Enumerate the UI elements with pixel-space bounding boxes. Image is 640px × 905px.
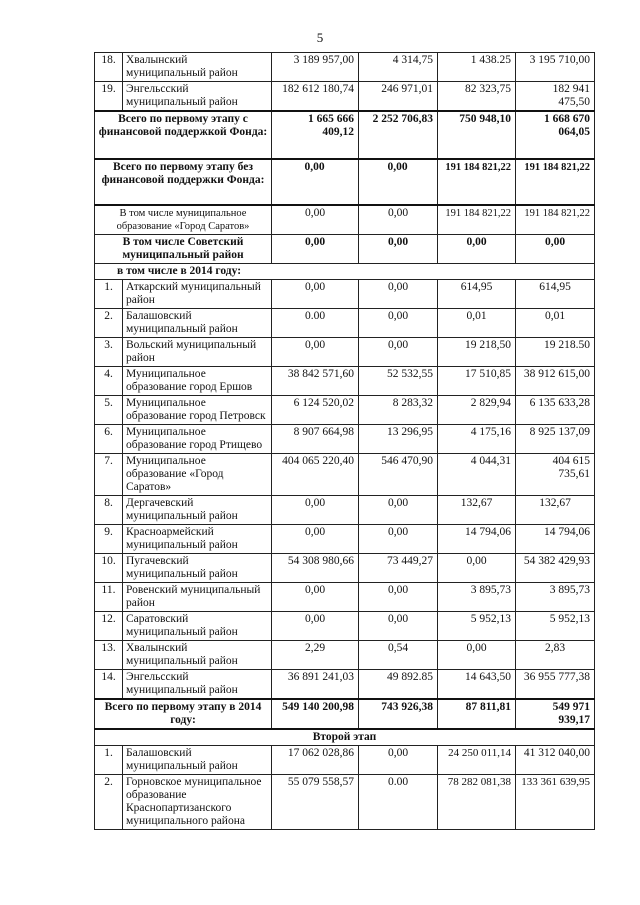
- funding-table: [94, 52, 595, 830]
- municipality-name: Хвалынский муниципальный район: [123, 53, 272, 82]
- value-cell: 614,95: [516, 280, 595, 309]
- value-cell: 17 062 028,86: [272, 746, 359, 775]
- municipality-name: Муниципальное образование город Ершов: [123, 367, 272, 396]
- page-number: 5: [316, 30, 324, 45]
- table-row: [95, 454, 595, 496]
- value-cell: 8 283,32: [359, 396, 438, 425]
- value-cell: 17 510,85: [438, 367, 516, 396]
- row-number: 7.: [95, 454, 123, 496]
- value-cell: 49 892.85: [359, 670, 438, 700]
- value-cell: 55 079 558,57: [272, 775, 359, 830]
- value-cell: 549 971 939,17: [516, 699, 595, 729]
- value-cell: 0,00: [359, 496, 438, 525]
- municipality-name: Энгельсский муниципальный район: [123, 82, 272, 112]
- value-cell: 8 925 137,09: [516, 425, 595, 454]
- table-row: [95, 554, 595, 583]
- value-cell: 14 643,50: [438, 670, 516, 700]
- total-row: [95, 699, 595, 729]
- value-cell: 2,83: [516, 641, 595, 670]
- value-cell: 0,00: [359, 235, 438, 264]
- value-cell: 6 135 633,28: [516, 396, 595, 425]
- value-cell: 546 470,90: [359, 454, 438, 496]
- row-number: 12.: [95, 612, 123, 641]
- municipality-name: Балашовский муниципальный район: [123, 309, 272, 338]
- total-row: [95, 111, 595, 159]
- value-cell: 13 296,95: [359, 425, 438, 454]
- value-cell: 0,00: [516, 235, 595, 264]
- table-row: [95, 583, 595, 612]
- value-cell: 246 971,01: [359, 82, 438, 112]
- value-cell: 0,00: [359, 338, 438, 367]
- value-cell: 191 184 821,22: [516, 205, 595, 235]
- value-cell: 3 895,73: [438, 583, 516, 612]
- value-cell: 133 361 639,95: [516, 775, 595, 830]
- value-cell: 1 668 670 064,05: [516, 111, 595, 159]
- value-cell: 4 314,75: [359, 53, 438, 82]
- value-cell: 78 282 081,38: [438, 775, 516, 830]
- value-cell: 182 941 475,50: [516, 82, 595, 112]
- table-row: [95, 396, 595, 425]
- value-cell: 4 044,31: [438, 454, 516, 496]
- row-number: 3.: [95, 338, 123, 367]
- value-cell: 0,00: [272, 496, 359, 525]
- row-number: 5.: [95, 396, 123, 425]
- value-cell: 1 665 666 409,12: [272, 111, 359, 159]
- row-number: 18.: [95, 53, 123, 82]
- value-cell: 3 195 710,00: [516, 53, 595, 82]
- table-row: [95, 367, 595, 396]
- total-label: Всего по первому этапу с финансовой поддержкой Фонда:: [95, 111, 272, 159]
- total-label: В том числе Советский муниципальный район: [95, 235, 272, 264]
- value-cell: 2 829,94: [438, 396, 516, 425]
- value-cell: 38 842 571,60: [272, 367, 359, 396]
- value-cell: 404 065 220,40: [272, 454, 359, 496]
- municipality-name: Муниципальное образование город Ртищево: [123, 425, 272, 454]
- row-number: 19.: [95, 82, 123, 112]
- row-number: 1.: [95, 746, 123, 775]
- value-cell: 54 308 980,66: [272, 554, 359, 583]
- section-header: [95, 264, 595, 280]
- value-cell: 0,00: [272, 583, 359, 612]
- value-cell: 404 615 735,61: [516, 454, 595, 496]
- value-cell: 0,00: [272, 338, 359, 367]
- value-cell: 3 189 957,00: [272, 53, 359, 82]
- table-row: [95, 425, 595, 454]
- value-cell: 0,01: [516, 309, 595, 338]
- municipality-name: Энгельсский муниципальный район: [123, 670, 272, 700]
- table-row: [95, 280, 595, 309]
- value-cell: 19 218.50: [516, 338, 595, 367]
- value-cell: 0,00: [359, 583, 438, 612]
- value-cell: 0,00: [272, 612, 359, 641]
- table-row: [95, 496, 595, 525]
- value-cell: 1 438.25: [438, 53, 516, 82]
- row-number: 13.: [95, 641, 123, 670]
- total-label: Всего по первому этапу без финансовой поддержки Фонда:: [95, 159, 272, 205]
- value-cell: 0,00: [359, 205, 438, 235]
- value-cell: 0,00: [359, 525, 438, 554]
- total-row: [95, 205, 595, 235]
- value-cell: 191 184 821,22: [438, 205, 516, 235]
- total-label: В том числе муниципальное образование «Город Саратов»: [95, 205, 272, 235]
- value-cell: 743 926,38: [359, 699, 438, 729]
- table-row: [95, 338, 595, 367]
- total-label: Всего по первому этапу в 2014 году:: [95, 699, 272, 729]
- row-number: 9.: [95, 525, 123, 554]
- section-label: в том числе в 2014 году:: [95, 264, 595, 280]
- value-cell: 0,00: [272, 235, 359, 264]
- row-number: 14.: [95, 670, 123, 700]
- section-label: Второй этап: [95, 729, 595, 746]
- municipality-name: Саратовский муниципальный район: [123, 612, 272, 641]
- value-cell: 4 175,16: [438, 425, 516, 454]
- municipality-name: Пугачевский муниципальный район: [123, 554, 272, 583]
- table-row: [95, 641, 595, 670]
- value-cell: 0,00: [359, 280, 438, 309]
- value-cell: 0,00: [359, 309, 438, 338]
- row-number: 1.: [95, 280, 123, 309]
- value-cell: 14 794,06: [516, 525, 595, 554]
- municipality-name: Вольский муниципальный район: [123, 338, 272, 367]
- value-cell: 5 952,13: [516, 612, 595, 641]
- value-cell: 0.00: [272, 309, 359, 338]
- total-row: [95, 159, 595, 205]
- value-cell: 14 794,06: [438, 525, 516, 554]
- municipality-name: Ровенский муниципальный район: [123, 583, 272, 612]
- value-cell: 87 811,81: [438, 699, 516, 729]
- value-cell: 36 891 241,03: [272, 670, 359, 700]
- value-cell: 54 382 429,93: [516, 554, 595, 583]
- value-cell: 0,00: [272, 205, 359, 235]
- value-cell: 182 612 180,74: [272, 82, 359, 112]
- value-cell: 82 323,75: [438, 82, 516, 112]
- value-cell: 5 952,13: [438, 612, 516, 641]
- value-cell: 0,00: [272, 525, 359, 554]
- value-cell: 0,00: [272, 280, 359, 309]
- table-row: [95, 53, 595, 82]
- municipality-name: Дергачевский муниципальный район: [123, 496, 272, 525]
- table-row: [95, 746, 595, 775]
- value-cell: 0,00: [359, 612, 438, 641]
- row-number: 2.: [95, 775, 123, 830]
- table-row: [95, 670, 595, 700]
- value-cell: 19 218,50: [438, 338, 516, 367]
- value-cell: 36 955 777,38: [516, 670, 595, 700]
- row-number: 4.: [95, 367, 123, 396]
- table-row: [95, 612, 595, 641]
- table-row: [95, 82, 595, 112]
- municipality-name: Муниципальное образование «Город Саратов»: [123, 454, 272, 496]
- municipality-name: Хвалынский муниципальный район: [123, 641, 272, 670]
- value-cell: 191 184 821,22: [438, 159, 516, 205]
- value-cell: 0,01: [438, 309, 516, 338]
- value-cell: 614,95: [438, 280, 516, 309]
- value-cell: 0,54: [359, 641, 438, 670]
- value-cell: 132,67: [516, 496, 595, 525]
- value-cell: 750 948,10: [438, 111, 516, 159]
- row-number: 8.: [95, 496, 123, 525]
- value-cell: 0,00: [438, 554, 516, 583]
- municipality-name: Муниципальное образование город Петровск: [123, 396, 272, 425]
- value-cell: 0.00: [359, 775, 438, 830]
- value-cell: 73 449,27: [359, 554, 438, 583]
- row-number: 6.: [95, 425, 123, 454]
- total-row: [95, 235, 595, 264]
- value-cell: 6 124 520,02: [272, 396, 359, 425]
- value-cell: 132,67: [438, 496, 516, 525]
- value-cell: 2 252 706,83: [359, 111, 438, 159]
- value-cell: 41 312 040,00: [516, 746, 595, 775]
- municipality-name: Красноармейский муниципальный район: [123, 525, 272, 554]
- value-cell: 0,00: [359, 746, 438, 775]
- table-row: [95, 525, 595, 554]
- value-cell: 24 250 011,14: [438, 746, 516, 775]
- table-row: [95, 309, 595, 338]
- value-cell: 191 184 821,22: [516, 159, 595, 205]
- value-cell: 38 912 615,00: [516, 367, 595, 396]
- row-number: 2.: [95, 309, 123, 338]
- value-cell: 0,00: [272, 159, 359, 205]
- value-cell: 0,00: [359, 159, 438, 205]
- row-number: 10.: [95, 554, 123, 583]
- value-cell: 0,00: [438, 235, 516, 264]
- municipality-name: Балашовский муниципальный район: [123, 746, 272, 775]
- value-cell: 3 895,73: [516, 583, 595, 612]
- row-number: 11.: [95, 583, 123, 612]
- value-cell: 8 907 664,98: [272, 425, 359, 454]
- section-header: [95, 729, 595, 746]
- value-cell: 0,00: [438, 641, 516, 670]
- municipality-name: Аткарский муниципальный район: [123, 280, 272, 309]
- value-cell: 2,29: [272, 641, 359, 670]
- municipality-name: Горновское муниципальное образование Краснопартизанского муниципального района: [123, 775, 272, 830]
- value-cell: 52 532,55: [359, 367, 438, 396]
- table-row: [95, 775, 595, 830]
- value-cell: 549 140 200,98: [272, 699, 359, 729]
